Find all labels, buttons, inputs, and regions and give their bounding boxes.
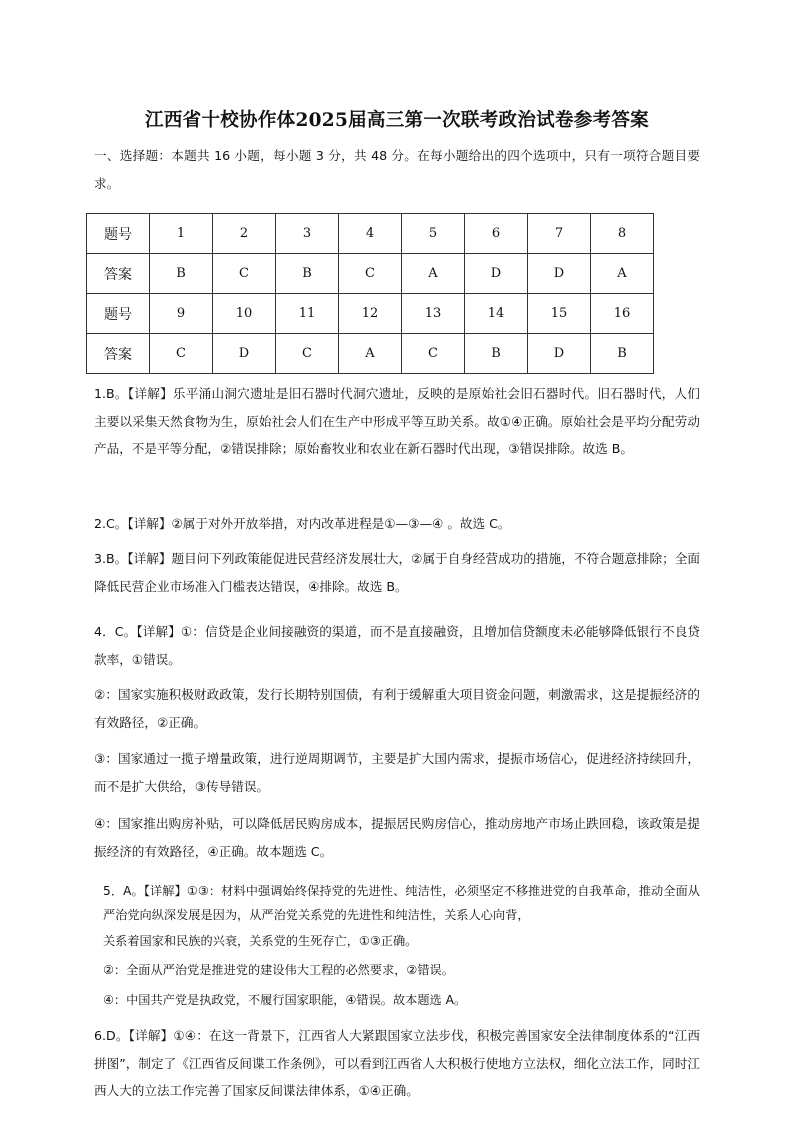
table-cell: D bbox=[528, 334, 591, 374]
page-title: 江西省十校协作体2025届高三第一次联考政治试卷参考答案 bbox=[145, 110, 649, 131]
answer-explanation-5: 5．A。【详解】①③：材料中强调始终保持党的先进性、纯洁性，必须坚定不移推进党的自我革命，推动全面从严治党向纵深发展是因为，从严治党关系党的先进性和纯洁性，关系人心向背， bbox=[103, 884, 700, 922]
table-cell: B bbox=[465, 334, 528, 374]
table-cell: 15 bbox=[528, 294, 591, 334]
answer-explanation-6: 6.D。【详解】①④：在这一背景下，江西省人大紧跟国家立法步伐，积极完善国家安全法律制度体系的“江西拼图”，制定了《江西省反间谍工作条例》，可以看到江西省人大积极行使地方立法权，细化立法工作，同时江西人大的立法工作完善了国家反间谍法律体系，①④正确。 bbox=[94, 1028, 700, 1098]
table-cell: C bbox=[150, 334, 213, 374]
table-cell: D bbox=[528, 254, 591, 294]
table-cell: A bbox=[402, 254, 465, 294]
table-cell: 5 bbox=[402, 214, 465, 254]
answer-explanation-5-point-4: ④：中国共产党是执政党，不履行国家职能，④错误。故本题选 A。 bbox=[103, 993, 467, 1007]
answer-explanation-4-point-3: ③：国家通过一揽子增量政策，进行逆周期调节，主要是扩大国内需求，提振市场信心，促进经济持续回升，而不是扩大供给，③传导错误。 bbox=[94, 751, 700, 794]
answer-explanation-4: 4．C。【详解】①：信贷是企业间接融资的渠道，而不是直接融资，且增加信贷额度未必能够降低银行不良贷款率，①错误。 bbox=[94, 624, 700, 667]
table-cell: B bbox=[150, 254, 213, 294]
table-cell: 14 bbox=[465, 294, 528, 334]
table-cell: A bbox=[591, 254, 654, 294]
answer-explanation-3: 3.B。【详解】题目问下列政策能促进民营经济发展壮大，②属于自身经营成功的措施，不符合题意排除；全面降低民营企业市场准入门槛表达错误，④排除。故选 B。 bbox=[94, 551, 700, 594]
section-intro: 一、选择题：本题共 16 小题，每小题 3 分，共 48 分。在每小题给出的四个选项中，只有一项符合题目要求。 bbox=[94, 148, 700, 191]
table-cell: D bbox=[213, 334, 276, 374]
table-cell: 9 bbox=[150, 294, 213, 334]
table-cell: A bbox=[339, 334, 402, 374]
answer-explanation-5-point-2: 关系着国家和民族的兴衰，关系党的生死存亡，①③正确。 bbox=[103, 934, 418, 948]
table-row bbox=[87, 294, 654, 334]
table-cell: 4 bbox=[339, 214, 402, 254]
answer-explanation-5-point-3: ②：全面从严治党是推进党的建设伟大工程的必然要求，②错误。 bbox=[103, 963, 454, 977]
answer-explanation-4-point-4: ④：国家推出购房补贴，可以降低居民购房成本，提振居民购房信心，推动房地产市场止跌回稳，该政策是提振经济的有效路径，④正确。故本题选 C。 bbox=[94, 816, 700, 859]
table-cell: C bbox=[213, 254, 276, 294]
table-cell: 11 bbox=[276, 294, 339, 334]
table-cell: 6 bbox=[465, 214, 528, 254]
table-cell: D bbox=[465, 254, 528, 294]
table-cell: 10 bbox=[213, 294, 276, 334]
table-cell: 16 bbox=[591, 294, 654, 334]
table-cell: 答案 bbox=[87, 334, 150, 374]
table-row bbox=[87, 254, 654, 294]
table-cell: 1 bbox=[150, 214, 213, 254]
table-cell: 3 bbox=[276, 214, 339, 254]
table-cell: 12 bbox=[339, 294, 402, 334]
answer-explanation-4-point-2: ②：国家实施积极财政政策，发行长期特别国债，有利于缓解重大项目资金问题，刺激需求，这是提振经济的有效路径，②正确。 bbox=[94, 687, 700, 730]
table-cell: 13 bbox=[402, 294, 465, 334]
table-cell: 2 bbox=[213, 214, 276, 254]
table-cell: 题号 bbox=[87, 294, 150, 334]
table-cell: 8 bbox=[591, 214, 654, 254]
table-cell: B bbox=[591, 334, 654, 374]
table-row bbox=[87, 214, 654, 254]
table-cell: 7 bbox=[528, 214, 591, 254]
answer-table bbox=[86, 213, 654, 374]
table-row bbox=[87, 334, 654, 374]
answer-explanation-1: 1.B。【详解】乐平涌山洞穴遗址是旧石器时代洞穴遗址，反映的是原始社会旧石器时代。旧石器时代，人们主要以采集天然食物为生，原始社会人们在生产中形成平等互助关系。故①④正确。原始社会是平均分配劳动产品，不是平等分配，②错误排除；原始畜牧业和农业在新石器时代出现，③错误排除。故选 B。 bbox=[94, 386, 700, 456]
table-cell: 答案 bbox=[87, 254, 150, 294]
table-cell: C bbox=[402, 334, 465, 374]
answer-explanation-2: 2.C。【详解】②属于对外开放举措，对内改革进程是①—③—④ 。故选 C。 bbox=[94, 516, 511, 531]
table-cell: C bbox=[276, 334, 339, 374]
table-cell: 题号 bbox=[87, 214, 150, 254]
table-cell: C bbox=[339, 254, 402, 294]
table-cell: B bbox=[276, 254, 339, 294]
